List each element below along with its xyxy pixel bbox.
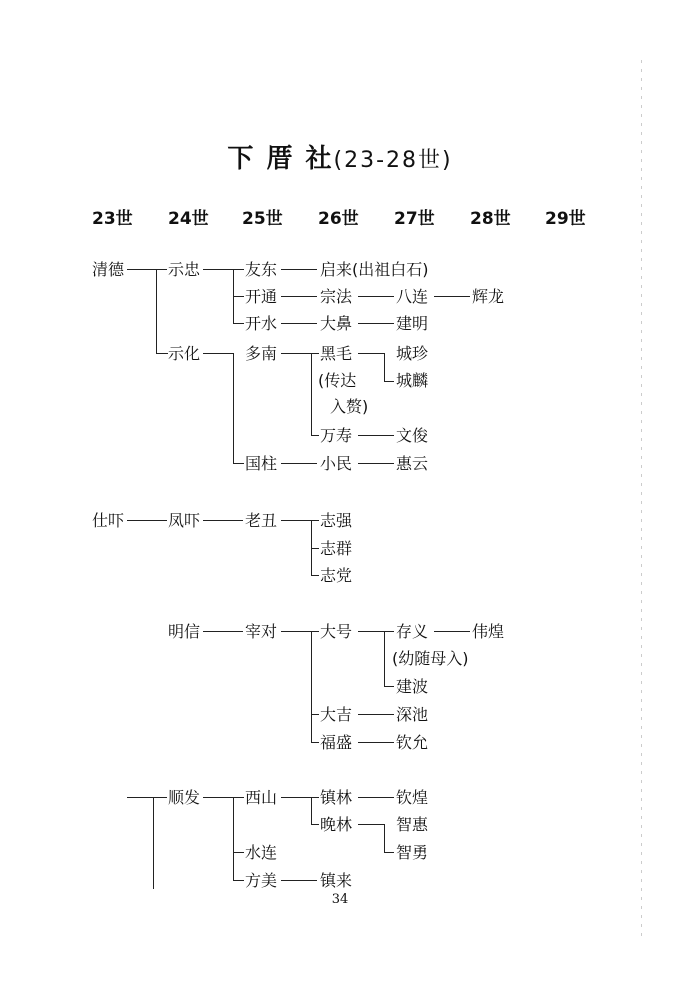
person-name: 福盛 — [320, 733, 353, 752]
page-title — [0, 138, 680, 175]
tree-line — [203, 269, 233, 270]
tree-line — [233, 296, 244, 297]
tree-line — [384, 686, 394, 687]
tree-line — [358, 463, 394, 464]
person-name: 明信 — [168, 622, 201, 641]
tree-line — [281, 463, 317, 464]
tree-line — [311, 353, 319, 354]
tree-line — [384, 631, 394, 632]
tree-line — [233, 797, 244, 798]
tree-line — [311, 435, 319, 436]
person-name: 黑毛 — [320, 344, 353, 363]
person-name: 建波 — [396, 677, 429, 696]
person-name: 多南 — [245, 344, 278, 363]
tree-line — [203, 631, 243, 632]
tree-line — [281, 323, 317, 324]
title-main: 下 厝 社 — [227, 144, 334, 174]
tree-line — [384, 381, 394, 382]
tree-line — [384, 824, 385, 852]
tree-line — [233, 323, 244, 324]
person-name: 志群 — [320, 539, 353, 558]
person-name: 钦煌 — [396, 788, 429, 807]
tree-line — [311, 797, 312, 824]
tree-line — [203, 797, 233, 798]
tree-line — [233, 463, 244, 464]
tree-line — [281, 880, 317, 881]
tree-line — [358, 742, 394, 743]
person-name: 镇林 — [320, 788, 353, 807]
tree-line — [358, 797, 394, 798]
tree-line — [127, 797, 167, 798]
person-name: 大号 — [320, 622, 353, 641]
person-name: 存义 — [396, 622, 429, 641]
tree-line — [384, 852, 394, 853]
person-name: 启来(出祖白石) — [320, 260, 429, 279]
generation-label: 28世 — [470, 209, 511, 229]
scan-edge — [641, 60, 642, 940]
person-name: 建明 — [396, 314, 429, 333]
tree-line — [203, 520, 243, 521]
generation-label: 23世 — [92, 209, 133, 229]
person-name: 惠云 — [396, 454, 429, 473]
person-name: 智惠 — [396, 815, 429, 834]
person-name: 宰对 — [245, 622, 278, 641]
person-name: 钦允 — [396, 733, 429, 752]
tree-line — [233, 880, 244, 881]
tree-line — [281, 631, 311, 632]
person-name: 开通 — [245, 287, 278, 306]
tree-line — [233, 797, 234, 880]
person-name: 万寿 — [320, 426, 353, 445]
person-name: 老丑 — [245, 511, 278, 530]
person-name: 友东 — [245, 260, 278, 279]
tree-line — [311, 714, 319, 715]
person-name: 国柱 — [245, 454, 278, 473]
tree-line — [434, 296, 470, 297]
person-name: 凤吓 — [168, 511, 201, 530]
person-name: 示化 — [168, 344, 201, 363]
page-number: 34 — [331, 892, 349, 907]
tree-line — [127, 520, 167, 521]
person-name: 深池 — [396, 705, 429, 724]
person-note: (幼随母入) — [392, 649, 469, 668]
title-range: (23-28世) — [333, 148, 453, 173]
person-name: 城麟 — [396, 371, 429, 390]
person-name: 西山 — [245, 788, 278, 807]
tree-line — [358, 323, 394, 324]
generation-label: 26世 — [318, 209, 359, 229]
generation-label: 24世 — [168, 209, 209, 229]
person-name: 方美 — [245, 871, 278, 890]
tree-line — [311, 824, 319, 825]
person-name: 小民 — [320, 454, 353, 473]
person-name: 大吉 — [320, 705, 353, 724]
person-name: 大鼻 — [320, 314, 353, 333]
tree-line — [281, 296, 317, 297]
tree-line — [384, 631, 385, 686]
generation-label: 27世 — [394, 209, 435, 229]
tree-line — [358, 714, 394, 715]
person-name: 城珍 — [396, 344, 429, 363]
tree-line — [311, 742, 319, 743]
person-name: 开水 — [245, 314, 278, 333]
person-name: 水连 — [245, 843, 278, 862]
tree-line — [127, 269, 167, 270]
tree-line — [311, 575, 319, 576]
tree-line — [358, 631, 384, 632]
tree-line — [311, 353, 312, 435]
tree-line — [384, 353, 385, 381]
person-name: 清德 — [92, 260, 125, 279]
tree-line — [153, 797, 154, 889]
tree-line — [203, 353, 233, 354]
person-name: 示忠 — [168, 260, 201, 279]
tree-line — [281, 353, 311, 354]
person-name: 宗法 — [320, 287, 353, 306]
tree-line — [358, 824, 384, 825]
tree-line — [311, 548, 319, 549]
person-name: 智勇 — [396, 843, 429, 862]
person-name: 伟煌 — [472, 622, 505, 641]
tree-line — [311, 797, 319, 798]
person-note: (传达 — [318, 371, 357, 390]
tree-line — [311, 631, 319, 632]
tree-line — [358, 296, 394, 297]
generation-label: 25世 — [242, 209, 283, 229]
person-name: 仕吓 — [92, 511, 125, 530]
person-name: 志强 — [320, 511, 353, 530]
tree-line — [311, 520, 319, 521]
person-note: 入赘) — [330, 397, 369, 416]
tree-line — [156, 353, 168, 354]
tree-line — [358, 435, 394, 436]
person-name: 顺发 — [168, 788, 201, 807]
person-name: 志党 — [320, 566, 353, 585]
tree-line — [233, 269, 244, 270]
tree-line — [233, 852, 244, 853]
tree-line — [233, 353, 234, 463]
person-name: 晚林 — [320, 815, 353, 834]
tree-line — [281, 520, 311, 521]
person-name: 文俊 — [396, 426, 429, 445]
person-name: 镇来 — [320, 871, 353, 890]
tree-line — [358, 353, 384, 354]
tree-line — [281, 269, 317, 270]
person-name: 八连 — [396, 287, 429, 306]
generation-label: 29世 — [545, 209, 586, 229]
tree-line — [281, 797, 311, 798]
tree-line — [311, 631, 312, 742]
tree-line — [434, 631, 470, 632]
person-name: 辉龙 — [472, 287, 505, 306]
tree-line — [156, 269, 157, 353]
